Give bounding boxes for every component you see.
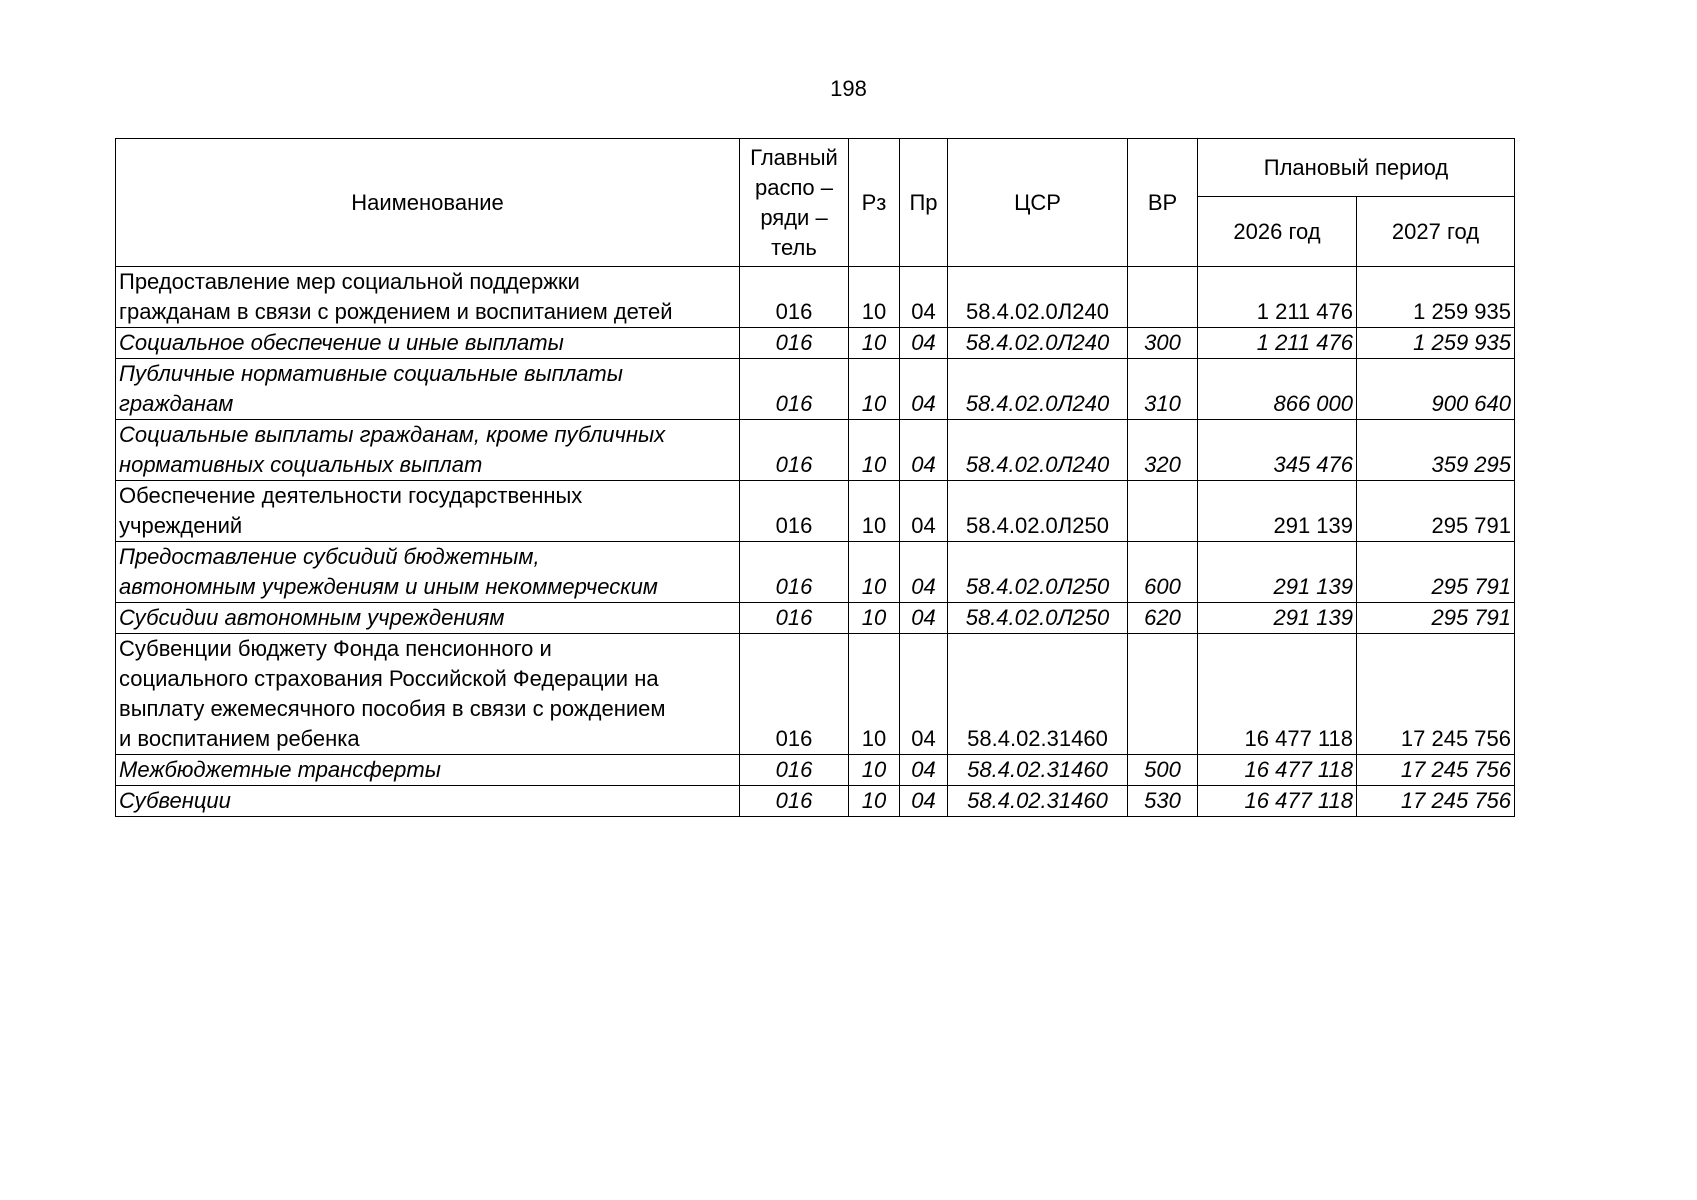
budget-table: [115, 138, 1515, 817]
header-year-2027: 2027 год: [1357, 197, 1515, 267]
cell-name-line: Межбюджетные трансферты: [119, 757, 441, 782]
cell-name-line: Публичные нормативные социальные выплаты: [119, 361, 623, 386]
cell-name: [116, 359, 740, 420]
cell-pr: 04: [900, 481, 948, 542]
cell-rz: 10: [849, 786, 900, 817]
cell-csr: 58.4.02.0Л240: [948, 420, 1128, 481]
cell-vr: 310: [1128, 359, 1198, 420]
cell-name-line: Предоставление мер социальной поддержки: [119, 269, 580, 294]
header-gl-raspor-line: тель: [771, 234, 817, 260]
table-row: [116, 755, 1515, 786]
cell-name-line: социального страхования Российской Федерации на: [119, 666, 659, 691]
cell-pr: 04: [900, 267, 948, 328]
cell-amount-2026: 16 477 118: [1198, 634, 1357, 755]
cell-csr: 58.4.02.0Л250: [948, 542, 1128, 603]
cell-amount-2026: 291 139: [1198, 481, 1357, 542]
table-row: [116, 603, 1515, 634]
cell-gl-raspor: 016: [740, 481, 849, 542]
header-year-2026: 2026 год: [1198, 197, 1357, 267]
cell-name-line: автономным учреждениям и иным некоммерческим: [119, 574, 658, 599]
cell-amount-2026: 1 211 476: [1198, 328, 1357, 359]
cell-vr: [1128, 481, 1198, 542]
cell-name-line: Обеспечение деятельности государственных: [119, 483, 583, 508]
cell-amount-2027: 17 245 756: [1357, 786, 1515, 817]
cell-name: [116, 755, 740, 786]
cell-csr: 58.4.02.31460: [948, 755, 1128, 786]
cell-name-line: Социальное обеспечение и иные выплаты: [119, 330, 564, 355]
cell-rz: 10: [849, 603, 900, 634]
cell-name: [116, 420, 740, 481]
header-gl-raspor-line: Главный: [750, 144, 838, 170]
cell-pr: 04: [900, 359, 948, 420]
cell-amount-2026: 866 000: [1198, 359, 1357, 420]
cell-name: [116, 542, 740, 603]
cell-gl-raspor: 016: [740, 267, 849, 328]
cell-rz: 10: [849, 328, 900, 359]
cell-name-line: гражданам в связи с рождением и воспитанием детей: [119, 299, 673, 324]
cell-amount-2027: 295 791: [1357, 603, 1515, 634]
cell-pr: 04: [900, 786, 948, 817]
cell-rz: 10: [849, 755, 900, 786]
cell-rz: 10: [849, 267, 900, 328]
cell-amount-2026: 1 211 476: [1198, 267, 1357, 328]
cell-vr: 620: [1128, 603, 1198, 634]
cell-amount-2027: 295 791: [1357, 481, 1515, 542]
cell-vr: 320: [1128, 420, 1198, 481]
cell-gl-raspor: 016: [740, 634, 849, 755]
cell-amount-2026: 291 139: [1198, 603, 1357, 634]
cell-csr: 58.4.02.31460: [948, 634, 1128, 755]
cell-gl-raspor: 016: [740, 359, 849, 420]
cell-rz: 10: [849, 420, 900, 481]
cell-vr: 600: [1128, 542, 1198, 603]
cell-name-line: Субвенции: [119, 788, 231, 813]
cell-rz: 10: [849, 634, 900, 755]
cell-amount-2027: 900 640: [1357, 359, 1515, 420]
cell-rz: 10: [849, 542, 900, 603]
cell-name-line: Предоставление субсидий бюджетным,: [119, 544, 540, 569]
header-gl-raspor: [740, 139, 849, 267]
table-header: [116, 139, 1515, 267]
cell-amount-2026: 291 139: [1198, 542, 1357, 603]
cell-gl-raspor: 016: [740, 755, 849, 786]
cell-gl-raspor: 016: [740, 328, 849, 359]
table-row: [116, 420, 1515, 481]
header-vr: ВР: [1128, 139, 1198, 267]
cell-name: [116, 603, 740, 634]
cell-name: [116, 634, 740, 755]
cell-pr: 04: [900, 634, 948, 755]
header-gl-raspor-line: ряди –: [760, 204, 828, 230]
cell-name-line: нормативных социальных выплат: [119, 452, 483, 477]
cell-name-line: Социальные выплаты гражданам, кроме публичных: [119, 422, 666, 447]
table-row: [116, 359, 1515, 420]
cell-name-line: Субсидии автономным учреждениям: [119, 605, 505, 630]
cell-gl-raspor: 016: [740, 786, 849, 817]
cell-name-line: гражданам: [119, 391, 234, 416]
cell-gl-raspor: 016: [740, 420, 849, 481]
cell-amount-2027: 1 259 935: [1357, 267, 1515, 328]
header-plan-period: Плановый период: [1198, 139, 1515, 197]
table-row: [116, 481, 1515, 542]
cell-vr: [1128, 267, 1198, 328]
cell-amount-2027: 1 259 935: [1357, 328, 1515, 359]
cell-vr: 300: [1128, 328, 1198, 359]
cell-amount-2027: 17 245 756: [1357, 755, 1515, 786]
cell-pr: 04: [900, 603, 948, 634]
table-body: [116, 267, 1515, 817]
cell-csr: 58.4.02.0Л250: [948, 481, 1128, 542]
cell-name: [116, 267, 740, 328]
cell-amount-2026: 16 477 118: [1198, 755, 1357, 786]
cell-name-line: Субвенции бюджету Фонда пенсионного и: [119, 636, 552, 661]
cell-amount-2027: 295 791: [1357, 542, 1515, 603]
cell-csr: 58.4.02.31460: [948, 786, 1128, 817]
cell-name: [116, 328, 740, 359]
table-row: [116, 634, 1515, 755]
cell-pr: 04: [900, 420, 948, 481]
cell-csr: 58.4.02.0Л240: [948, 328, 1128, 359]
cell-amount-2026: 345 476: [1198, 420, 1357, 481]
cell-gl-raspor: 016: [740, 542, 849, 603]
cell-gl-raspor: 016: [740, 603, 849, 634]
cell-vr: 500: [1128, 755, 1198, 786]
cell-name: [116, 786, 740, 817]
header-name: Наименование: [116, 139, 740, 267]
header-pr: Пр: [900, 139, 948, 267]
cell-rz: 10: [849, 359, 900, 420]
header-gl-raspor-line: распо –: [755, 174, 833, 200]
cell-amount-2026: 16 477 118: [1198, 786, 1357, 817]
table-row: [116, 328, 1515, 359]
table-row: [116, 542, 1515, 603]
cell-rz: 10: [849, 481, 900, 542]
cell-csr: 58.4.02.0Л240: [948, 267, 1128, 328]
cell-amount-2027: 359 295: [1357, 420, 1515, 481]
cell-name-line: учреждений: [119, 513, 243, 538]
header-csr: ЦСР: [948, 139, 1128, 267]
cell-name-line: и воспитанием ребенка: [119, 726, 360, 751]
page-number: 198: [830, 76, 867, 101]
table-row: [116, 267, 1515, 328]
cell-vr: 530: [1128, 786, 1198, 817]
cell-name: [116, 481, 740, 542]
header-rz: Рз: [849, 139, 900, 267]
cell-pr: 04: [900, 542, 948, 603]
cell-csr: 58.4.02.0Л240: [948, 359, 1128, 420]
cell-vr: [1128, 634, 1198, 755]
cell-name-line: выплату ежемесячного пособия в связи с рождением: [119, 696, 666, 721]
cell-pr: 04: [900, 755, 948, 786]
table-row: [116, 786, 1515, 817]
cell-csr: 58.4.02.0Л250: [948, 603, 1128, 634]
cell-pr: 04: [900, 328, 948, 359]
cell-amount-2027: 17 245 756: [1357, 634, 1515, 755]
